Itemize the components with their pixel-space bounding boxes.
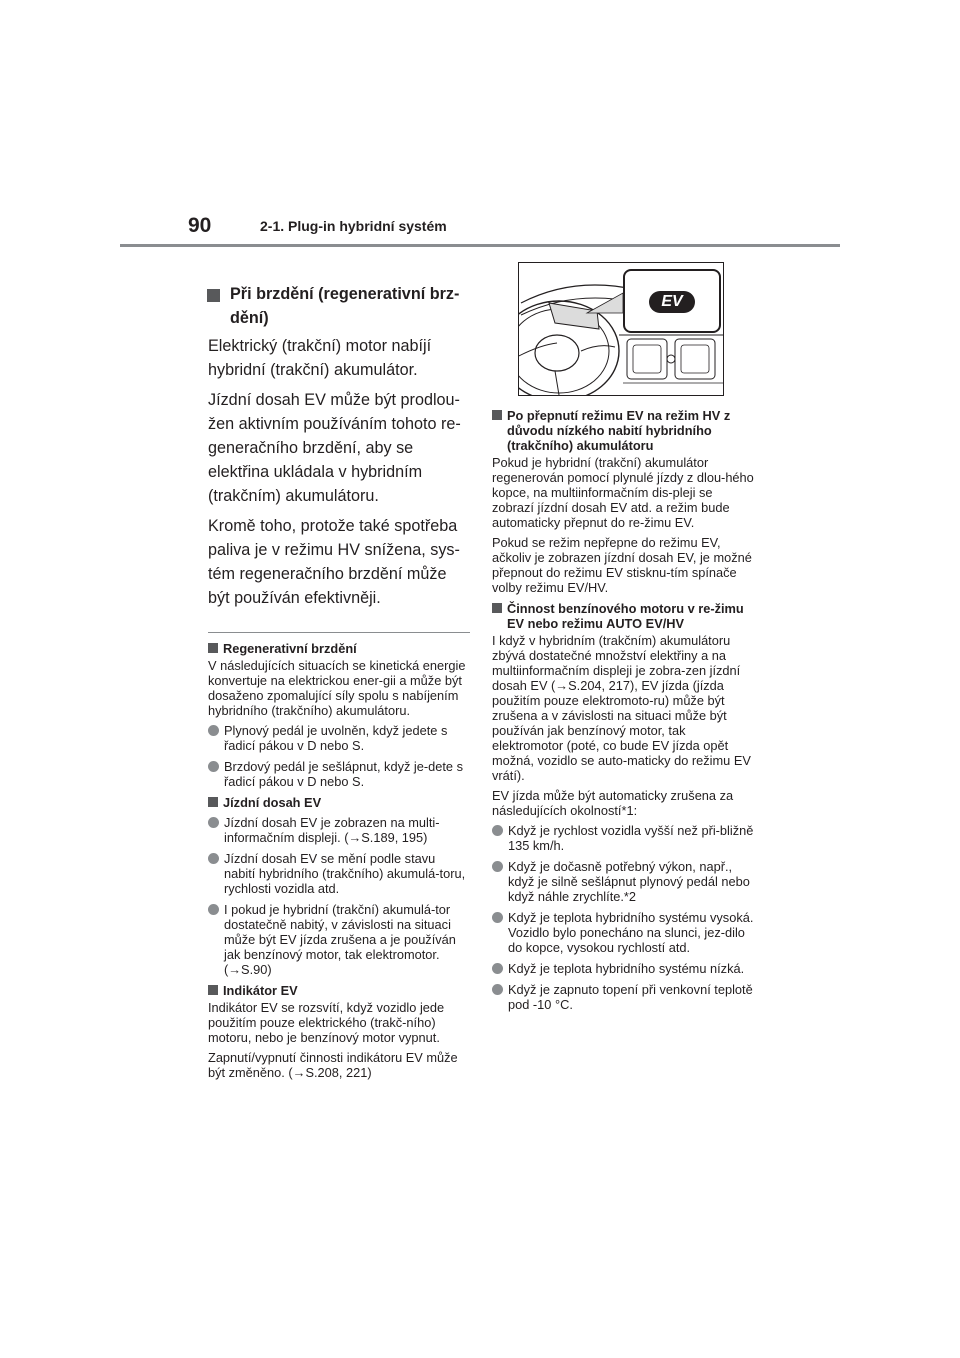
switch-heading: Po přepnutí režimu EV na režim HV z důvodu nízkého nabití hybridního (trakčního) akumulátoru (492, 408, 754, 453)
list-item: Jízdní dosah EV je zobrazen na multi-informačním displeji. (→S.189, 195) (208, 815, 470, 845)
round-bullet-icon (208, 761, 219, 772)
range-heading: Jízdní dosah EV (208, 795, 470, 810)
list-item: I pokud je hybridní (trakční) akumulá-tor dostatečně nabitý, v závislosti na situaci může být EV jízda zrušena a je používán jak benzínový motor, tak elektromotor. (→S.90) (208, 902, 470, 977)
regen-heading: Regenerativní brzdění (208, 641, 470, 656)
switch-text: Pokud je hybridní (trakční) akumulátor regenerován pomocí plynulé jízdy z dlou-hého kopce, na multiinformačním dis-pleji se zobrazí jízdní dosah EV atd. a režim bude automaticky přepnut do re-žimu EV. (492, 455, 754, 530)
dashboard-illustration (518, 262, 724, 396)
list-item: Když je rychlost vozidla vyšší než při-bližně 135 km/h. (492, 823, 754, 853)
list-item: Když je zapnuto topení při venkovní teplotě pod -10 °C. (492, 982, 754, 1012)
round-bullet-icon (208, 853, 219, 864)
braking-heading: Při brzdění (regenerativní brz-dění) (208, 282, 470, 330)
section-title: 2-1. Plug-in hybridní systém (260, 218, 447, 234)
square-bullet-icon (208, 643, 218, 653)
regen-text: V následujících situacích se kinetická energie konvertuje na elektrickou ener-gii a může být dosaženo zpomalující síly spolu s nabíjením hybridního (trakčního) akumulátoru. (208, 658, 466, 718)
square-bullet-icon (208, 985, 218, 995)
ev-indicator-icon: EV (649, 291, 695, 313)
page-number: 90 (188, 214, 212, 237)
round-bullet-icon (492, 984, 503, 995)
left-column (208, 282, 470, 1085)
right-column (492, 402, 754, 1018)
section-divider (208, 632, 470, 633)
square-bullet-icon (208, 797, 218, 807)
square-bullet-icon (492, 603, 502, 613)
round-bullet-icon (208, 904, 219, 915)
indicator-heading: Indikátor EV (208, 983, 470, 998)
braking-paragraph: Elektrický (trakční) motor nabíjí hybridní (trakční) akumulátor. (208, 337, 432, 379)
engine-text: I když v hybridním (trakčním) akumulátoru zbývá dostatečné množství elektřiny a na multiinformačním displeji je zobra-zen jízdní dosah EV (→S.204, 217), EV jízda (jízda použitím pouze elektromoto-ru) může být zrušena a v závislosti na situaci může být používán jak benzínový motor, tak elektromotor (poté, co bude EV jízda opět možná, vozidlo se auto-maticky do režimu EV vrátí). (492, 633, 751, 783)
header-rule (120, 244, 840, 247)
list-item: Jízdní dosah EV se mění podle stavu nabití hybridního (trakčního) akumulá-toru, rychlosti vozidla atd. (208, 851, 470, 896)
round-bullet-icon (492, 861, 503, 872)
list-item: Když je teplota hybridního systému nízká. (492, 961, 754, 976)
list-item: Plynový pedál je uvolněn, když jedete s řadicí pákou v D nebo S. (208, 723, 470, 753)
indicator-text: Zapnutí/vypnutí činnosti indikátoru EV může být změněno. (→S.208, 221) (208, 1050, 458, 1080)
ev-indicator-callout (623, 269, 721, 333)
braking-paragraph: Jízdní dosah EV může být prodlou-žen aktivním používáním tohoto re-generačního brzdění, aby se elektřina ukládala v hybridním (trakčním) akumulátoru. (208, 391, 461, 505)
round-bullet-icon (492, 963, 503, 974)
switch-text: Pokud se režim nepřepne do režimu EV, ačkoliv je zobrazen jízdní dosah EV, je možné přepnout do režimu EV stisknu-tím spínače volby režimu EV/HV. (492, 535, 752, 595)
braking-paragraph: Kromě toho, protože také spotřeba paliva je v režimu HV snížena, sys-tém regeneračního brzdění může být používán efektivněji. (208, 517, 460, 607)
engine-heading: Činnost benzínového motoru v re-žimu EV nebo režimu AUTO EV/HV (492, 601, 754, 631)
round-bullet-icon (208, 817, 219, 828)
round-bullet-icon (492, 825, 503, 836)
round-bullet-icon (208, 725, 219, 736)
list-item: Brzdový pedál je sešlápnut, když je-dete s řadicí pákou v D nebo S. (208, 759, 470, 789)
list-item: Když je dočasně potřebný výkon, např., když je silně sešlápnut plynový pedál nebo když náhle zrychlíte.*2 (492, 859, 754, 904)
engine-text: EV jízda může být automaticky zrušena za následujících okolností*1: (492, 788, 734, 818)
square-bullet-icon (207, 289, 220, 302)
round-bullet-icon (492, 912, 503, 923)
indicator-text: Indikátor EV se rozsvítí, když vozidlo jede použitím pouze elektrického (trakč-ního) motoru, nebo je benzínový motor vypnut. (208, 1000, 445, 1045)
square-bullet-icon (492, 410, 502, 420)
list-item: Když je teplota hybridního systému vysoká. Vozidlo bylo ponecháno na slunci, jez-dilo do kopce, vysokou rychlostí atd. (492, 910, 754, 955)
